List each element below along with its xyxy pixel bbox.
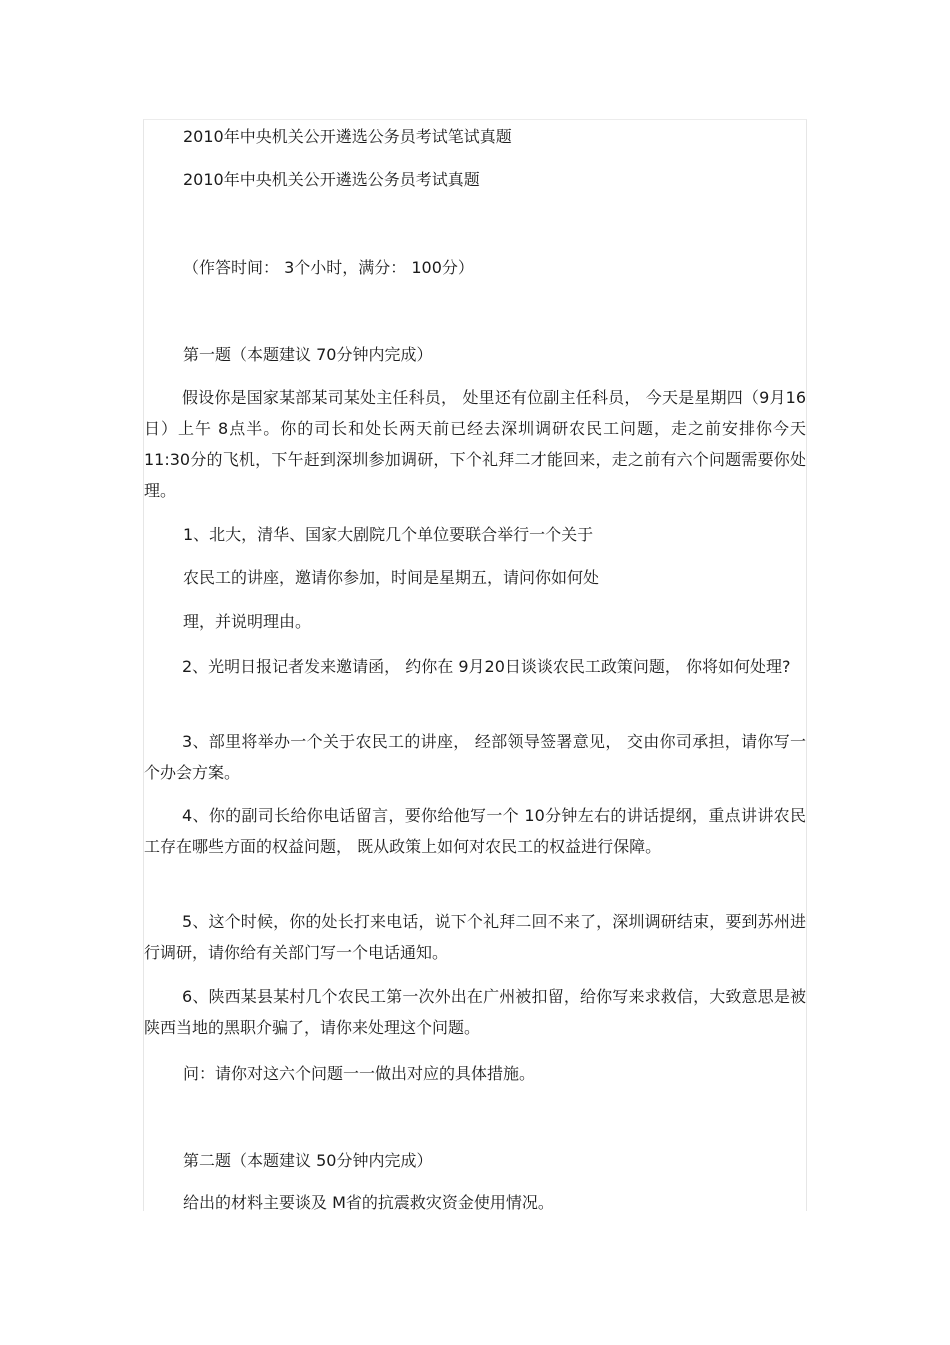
item-1-line-2: 农民工的讲座，邀请你参加，时间是星期五，请问你如何处: [183, 568, 600, 587]
time-note: （作答时间： 3个小时，满分： 100分）: [183, 258, 474, 277]
question-2-heading: 第二题（本题建议 50分钟内完成）: [183, 1151, 433, 1170]
document-page: [143, 119, 807, 1211]
item-1-line-1: 1、北大，清华、国家大剧院几个单位要联合举行一个关于: [183, 525, 594, 544]
item-6: 6、陕西某县某村几个农民工第一次外出在广州被扣留，给你写来求救信，大致意思是被陕西当地的黑职介骗了，请你来处理这个问题。: [144, 987, 806, 1037]
item-2: 2、光明日报记者发来邀请函， 约你在 9月20日谈谈农民工政策问题， 你将如何处理?: [182, 657, 791, 676]
item-4: 4、你的副司长给你电话留言，要你给他写一个 10分钟左右的讲话提纲，重点讲讲农民工存在哪些方面的权益问题， 既从政策上如何对农民工的权益进行保障。: [144, 806, 806, 856]
document-subtitle: 2010年中央机关公开遴选公务员考试真题: [183, 170, 480, 189]
item-1-line-3: 理，并说明理由。: [183, 612, 312, 631]
document-title: 2010年中央机关公开遴选公务员考试笔试真题: [183, 127, 512, 146]
question-prompt: 问：请你对这六个问题一一做出对应的具体措施。: [183, 1064, 536, 1083]
item-3: 3、部里将举办一个关于农民工的讲座， 经部领导签署意见， 交由你司承担，请你写一个办会方案。: [144, 732, 806, 782]
question-1-intro: 假设你是国家某部某司某处主任科员， 处里还有位副主任科员， 今天是星期四（9月16日）上午 8点半。你的司长和处长两天前已经去深圳调研农民工问题，走之前安排你今天 11:30分的飞机，下午赶到深圳参加调研，下个礼拜二才能回来，走之前有六个问题需要你处理。: [144, 388, 806, 500]
item-5: 5、这个时候，你的处长打来电话，说下个礼拜二回不来了，深圳调研结束，要到苏州进行调研，请你给有关部门写一个电话通知。: [144, 912, 806, 962]
question-2-intro: 给出的材料主要谈及 M省的抗震救灾资金使用情况。: [183, 1193, 554, 1212]
question-1-heading: 第一题（本题建议 70分钟内完成）: [183, 345, 433, 364]
